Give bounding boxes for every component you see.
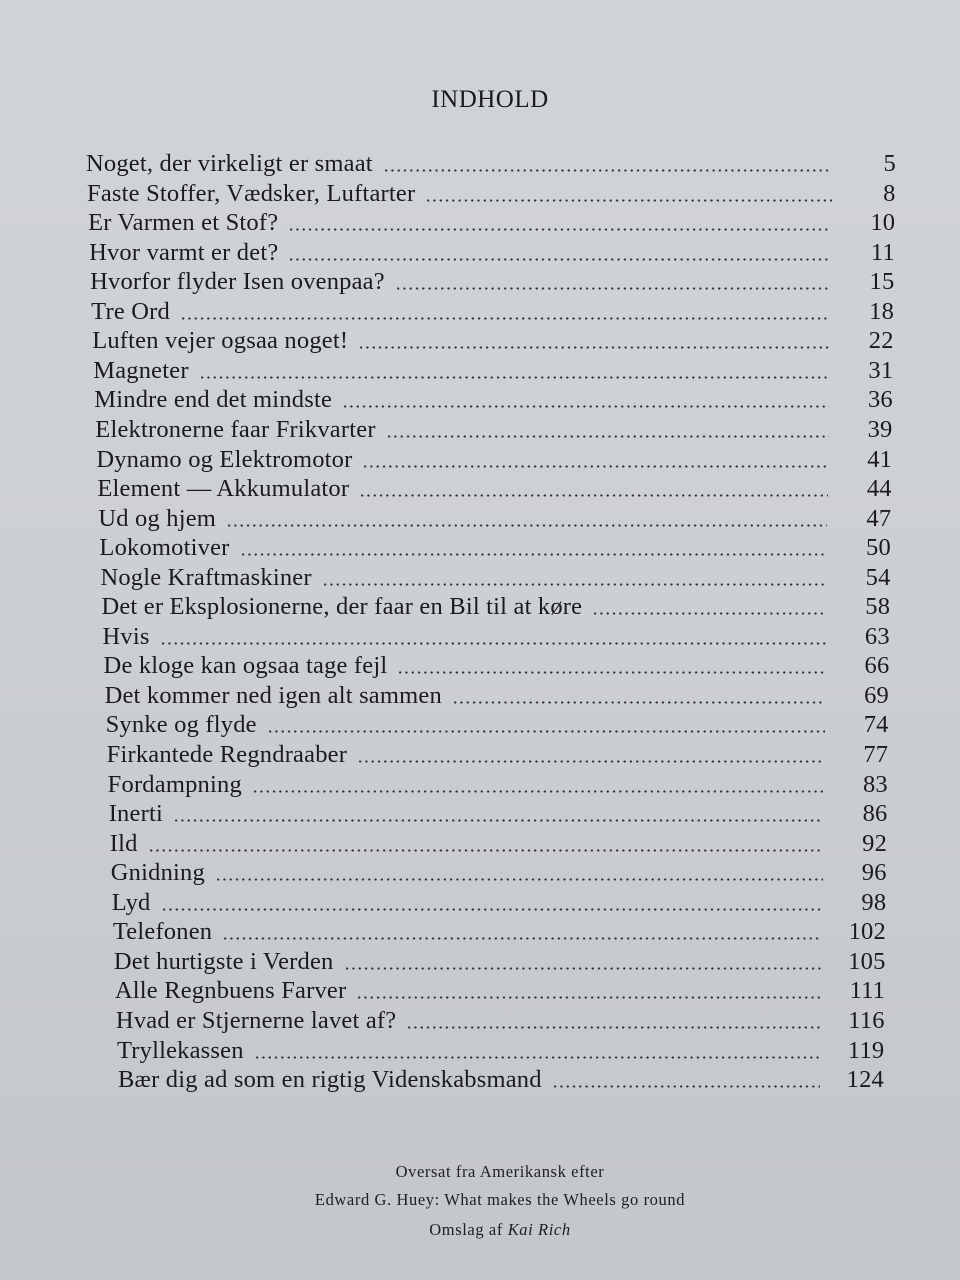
toc-entry-page-number: 74 <box>863 711 889 739</box>
toc-dot-leader <box>397 671 825 674</box>
toc-entry <box>87 178 896 208</box>
toc-entry-title: Element — Akkumulator <box>97 475 350 503</box>
toc-dot-leader <box>240 553 827 556</box>
toc-entry-page-number: 86 <box>862 800 888 828</box>
toc-dot-leader <box>452 701 825 704</box>
toc-entry <box>104 650 890 680</box>
toc-entry-page-number: 58 <box>865 593 891 621</box>
toc-entry <box>96 444 892 474</box>
toc-dot-leader <box>386 435 829 438</box>
toc-dot-leader <box>199 376 830 379</box>
toc-dot-leader <box>383 169 832 172</box>
toc-dot-leader <box>288 258 830 261</box>
toc-entry <box>112 887 887 917</box>
toc-entry <box>114 946 886 976</box>
toc-entry-title: Lokomotiver <box>99 534 230 562</box>
toc-dot-leader <box>356 996 821 999</box>
toc-entry-page-number: 15 <box>869 268 895 296</box>
toc-entry <box>88 207 895 237</box>
toc-entry-page-number: 63 <box>864 622 890 650</box>
toc-entry-page-number: 18 <box>869 297 895 325</box>
toc-entry-title: Elektronerne faar Frikvarter <box>95 415 376 443</box>
toc-entry <box>90 266 894 296</box>
toc-entry-title: Hvor varmt er det? <box>89 238 279 266</box>
toc-dot-leader <box>357 760 824 763</box>
toc-dot-leader <box>222 937 822 940</box>
toc-dot-leader <box>160 642 826 645</box>
toc-dot-leader <box>180 317 830 320</box>
toc-dot-leader <box>161 908 823 911</box>
toc-entry <box>92 325 893 355</box>
toc-entry-title: Telefonen <box>112 918 213 946</box>
toc-dot-leader <box>358 346 829 349</box>
toc-entry-page-number: 98 <box>861 888 887 916</box>
toc-entry-page-number: 47 <box>866 504 892 532</box>
toc-dot-leader <box>288 228 831 231</box>
toc-entry <box>93 355 893 385</box>
toc-dot-leader <box>342 405 829 408</box>
toc-entry-title: Mindre end det mindste <box>94 386 333 414</box>
toc-entry-page-number: 66 <box>864 652 890 680</box>
toc-entry-page-number: 105 <box>848 947 886 975</box>
toc-entry-page-number: 102 <box>848 918 886 946</box>
toc-entry-title: Luften vejer ogsaa noget! <box>92 327 349 355</box>
toc-entry-title: Gnidning <box>110 859 205 887</box>
toc-entry-page-number: 116 <box>848 1006 885 1034</box>
toc-dot-leader <box>215 878 823 881</box>
toc-entry <box>86 148 896 178</box>
toc-dot-leader <box>362 465 828 468</box>
toc-entry <box>113 916 886 946</box>
toc-entry-title: Det hurtigste i Verden <box>113 947 334 975</box>
colophon-translation-line: Oversat fra Amerikansk efter <box>395 1162 605 1181</box>
toc-entry <box>105 680 889 710</box>
toc-dot-leader <box>226 524 827 527</box>
toc-entry-title: Hvis <box>102 622 150 650</box>
toc-entry-title: Hvad er Stjernerne lavet af? <box>115 1006 397 1034</box>
toc-entry-title: Lyd <box>111 888 151 916</box>
toc-entry-page-number: 92 <box>862 829 888 857</box>
colophon-cover-artist: Kai Rich <box>507 1220 571 1239</box>
toc-entry-page-number: 119 <box>847 1036 885 1064</box>
toc-entry <box>106 709 889 739</box>
toc-dot-leader <box>322 583 827 586</box>
colophon-cover-prefix: Omslag af <box>429 1220 508 1239</box>
toc-dot-leader <box>173 819 824 822</box>
toc-entry-page-number: 41 <box>867 445 893 473</box>
toc-entry <box>103 621 890 651</box>
toc-entry-title: Inerti <box>108 800 163 828</box>
toc-entry-page-number: 77 <box>863 741 889 768</box>
toc-entry <box>115 975 885 1005</box>
colophon-cover-line <box>0 1220 960 1240</box>
toc-entry-title: Det er Eksplosionerne, der faar en Bil til at køre <box>101 593 583 621</box>
toc-entry-page-number: 11 <box>870 238 895 266</box>
toc-entry <box>116 1005 885 1035</box>
toc-entry-title: Det kommer ned igen alt sammen <box>104 681 442 709</box>
toc-entry <box>100 562 890 592</box>
toc-entry <box>91 296 894 326</box>
toc-entry-title: Tryllekassen <box>116 1036 244 1064</box>
toc-dot-leader <box>592 612 826 615</box>
toc-entry-title: Bær dig ad som en rigtig Videnskabsmand <box>118 1066 542 1094</box>
toc-entry <box>110 828 887 858</box>
toc-entry-title: Hvorfor flyder Isen ovenpaa? <box>90 268 385 296</box>
toc-entry-page-number: 31 <box>868 356 894 384</box>
toc-entry-page-number: 8 <box>883 179 896 207</box>
toc-entry <box>118 1064 884 1094</box>
toc-dot-leader <box>267 730 825 733</box>
toc-entry <box>117 1035 884 1065</box>
toc-entry-title: Er Varmen et Stof? <box>88 209 279 237</box>
toc-entry-page-number: 10 <box>870 209 896 237</box>
toc-entry-page-number: 111 <box>849 977 886 1005</box>
toc-entry <box>97 473 891 503</box>
toc-entry <box>107 739 889 769</box>
toc-entry-page-number: 36 <box>867 386 893 414</box>
toc-dot-leader <box>406 1026 820 1029</box>
toc-entry <box>89 237 895 267</box>
toc-dot-leader <box>254 1056 821 1059</box>
toc-dot-leader <box>359 494 827 497</box>
toc-entry-title: Firkantede Regndraaber <box>106 741 348 768</box>
toc-entry-page-number: 22 <box>868 327 894 355</box>
toc-entry-page-number: 54 <box>865 563 891 591</box>
toc-dot-leader <box>252 790 824 793</box>
toc-dot-leader <box>552 1085 820 1088</box>
toc-entry-title: Tre Ord <box>91 297 170 325</box>
toc-entry-title: Noget, der virkeligt er smaat <box>86 150 373 177</box>
toc-entry-page-number: 44 <box>866 475 892 503</box>
toc-entry-page-number: 96 <box>861 859 887 887</box>
toc-entry-title: Faste Stoffer, Vædsker, Luftarter <box>87 179 416 207</box>
toc-entry <box>95 414 892 444</box>
toc-entry-title: Alle Regnbuens Farver <box>114 977 347 1005</box>
toc-entry <box>101 591 890 621</box>
toc-entry-page-number: 83 <box>862 770 888 798</box>
colophon-original-title-line: Edward G. Huey: What makes the Wheels go round <box>314 1190 686 1209</box>
toc-dot-leader <box>148 849 824 852</box>
toc-entry-page-number: 5 <box>883 150 896 177</box>
page-title: INDHOLD <box>431 86 549 113</box>
toc-entry-title: Dynamo og Elektromotor <box>96 445 353 473</box>
toc-entry-page-number: 124 <box>846 1066 884 1094</box>
toc-entry-title: Nogle Kraftmaskiner <box>100 563 312 591</box>
toc-dot-leader <box>425 199 831 202</box>
toc-entry-title: Magneter <box>93 356 189 384</box>
toc-entry-page-number: 69 <box>864 681 890 709</box>
toc-entry <box>98 503 891 533</box>
toc-dot-leader <box>344 967 822 970</box>
toc-dot-leader <box>395 287 831 290</box>
toc-entry-title: Synke og flyde <box>105 711 257 739</box>
toc-entry-page-number: 50 <box>866 534 891 562</box>
toc-entry <box>108 769 888 799</box>
toc-entry <box>109 798 888 828</box>
toc-entry-title: Fordampning <box>107 770 242 798</box>
toc-entry-title: Ild <box>109 829 138 857</box>
toc-entry <box>99 532 891 562</box>
toc-entry-title: Ud og hjem <box>98 504 217 532</box>
toc-entry-page-number: 39 <box>867 415 893 443</box>
toc-entry-title: De kloge kan ogsaa tage fejl <box>103 652 388 680</box>
toc-entry <box>94 384 893 414</box>
toc-entry <box>111 857 887 887</box>
